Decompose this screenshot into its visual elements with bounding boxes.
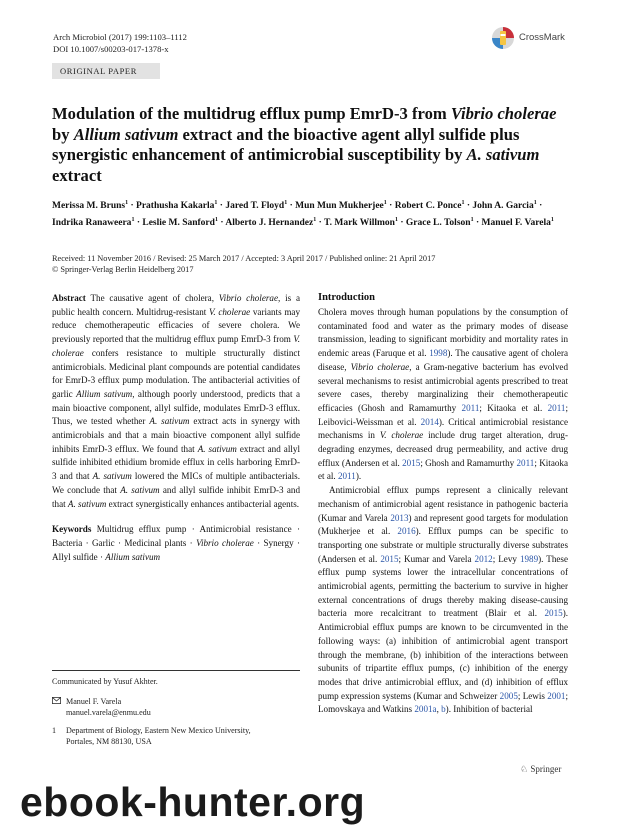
- title-italic: Allium sativum: [73, 124, 179, 144]
- keywords-italic: Vibrio cholerae: [196, 537, 254, 548]
- author-name[interactable]: Mun Mun Mukherjee: [295, 201, 384, 212]
- intro-text: Cholera moves through human populations by the consumption of contaminated food and water as the primary modes of disease transmission, leading to significant morbidity and mortality rates in endemic areas (Faruque et al.: [318, 307, 568, 359]
- crossmark-badge[interactable]: [491, 25, 601, 53]
- author-name[interactable]: Grace L. Tolson: [405, 218, 471, 229]
- author-name[interactable]: Indrika Ranaweera: [52, 218, 132, 229]
- citation-link[interactable]: 2001a: [414, 704, 437, 715]
- author-affiliation-mark: 1: [214, 200, 218, 206]
- abstract-text: The causative agent of cholera,: [85, 293, 219, 303]
- abstract-italic: Vibrio cholerae,: [218, 293, 281, 303]
- publisher-logo: [520, 764, 561, 775]
- keywords-text: · Synergy · Allyl sulfide ·: [52, 537, 300, 562]
- intro-text: ,: [436, 704, 442, 715]
- springer-horse-icon: ♘: [520, 764, 529, 774]
- author-name[interactable]: Manuel F. Varela: [481, 218, 551, 229]
- author-list: [52, 196, 572, 230]
- citation-link[interactable]: 2001: [547, 690, 566, 701]
- title-text: extract and the bioactive agent allyl sulfide plus synergistic enhancement of antimicrobial susceptibility by: [52, 124, 520, 164]
- abstract-label: Abstract: [52, 293, 86, 303]
- article-title: [52, 104, 572, 186]
- author-separator: ·: [287, 201, 296, 212]
- keywords-label: Keywords: [52, 524, 92, 535]
- intro-text: ; Lomovskaya and Watkins: [318, 690, 568, 715]
- copyright-line: © Springer-Verlag Berlin Heidelberg 2017: [52, 265, 194, 275]
- envelope-icon: [52, 696, 66, 707]
- author-affiliation-mark: 1: [461, 200, 465, 206]
- author-affiliation-mark: 1: [533, 200, 537, 206]
- intro-text: ; Levy: [492, 553, 520, 564]
- intro-text: ). Efflux pumps can be specific to transporting one substrate or multiple structurally diverse substrates (Andersen et al.: [318, 526, 568, 564]
- intro-text: ; Kitaoka et al.: [318, 457, 568, 482]
- citation-link[interactable]: 2015: [402, 457, 421, 468]
- journal-line: Arch Microbiol (2017) 199:1103–1112: [53, 32, 187, 42]
- communicated-by: Communicated by Yusuf Akhter.: [52, 677, 158, 686]
- corresponding-author: [52, 696, 300, 718]
- abstract-text: extract synergistically enhances antibacterial agents.: [106, 498, 300, 509]
- keywords-italic: Allium sativum: [105, 551, 161, 562]
- author-name[interactable]: Leslie M. Sanford: [142, 218, 215, 229]
- intro-text: ). Antimicrobial efflux pumps are known to be circumvented in the following ways: (a) inhibition of antimicrobial agent transport through the membrane, (b) inhibition of the interactions between subunits of tripartite efflux pumps, (c) inhibition of the energy modes that drive antimicrobial efflux, and (d) inhibition of efflux pump expression systems (Kumar and Schweizer: [318, 608, 568, 701]
- intro-text: Antimicrobial efflux pumps represent a clinically relevant mechanism of antimicrobial agent resistance in pathogenic bacteria (Kumar and Varela: [318, 485, 568, 523]
- abstract-italic: A. sativum: [92, 471, 132, 482]
- crossmark-icon: [491, 25, 515, 51]
- abstract-column: [52, 292, 300, 564]
- author-name[interactable]: Prathusha Kakarla: [136, 201, 215, 212]
- abstract-italic: Allium sativum: [76, 388, 133, 399]
- author-name[interactable]: T. Mark Willmon: [323, 218, 395, 229]
- crossmark-label: CrossMark: [519, 32, 565, 43]
- author-separator: ·: [536, 201, 543, 212]
- author-affiliation-mark: 1: [313, 217, 317, 224]
- abstract-text: , although poorly understood, predicts that a main bioactive component, allyl sulfide, modulates EmrD-3 efflux. Thus, we tested whether: [52, 388, 300, 427]
- keywords: [52, 523, 300, 564]
- affiliation-line: Department of Biology, Eastern New Mexico University,: [66, 726, 251, 735]
- author-affiliation-mark: 1: [394, 217, 398, 224]
- affiliation-number: 1: [52, 726, 57, 735]
- intro-text: ; Leibovici-Weissman et al.: [318, 402, 568, 427]
- abstract-text: confers resistance to multiple structurally distinct antimicrobials. Medicinal plant compounds are potential candidates for EmrD-3 efflux pump modulation. The antibacterial activities of garlic: [52, 347, 300, 399]
- title-italic: Vibrio cholerae: [450, 104, 557, 123]
- abstract: [52, 292, 300, 511]
- abstract-text: and allyl sulfide inhibit EmrD-3 and that: [52, 484, 301, 509]
- abstract-text: is a public health concern. Multidrug-resistant: [52, 293, 300, 317]
- author-affiliation-mark: 1: [284, 200, 288, 206]
- author-separator: ·: [397, 218, 406, 229]
- intro-paragraph-2: [318, 484, 568, 717]
- citation-link[interactable]: 2011: [337, 471, 356, 482]
- author-separator: ·: [473, 218, 482, 229]
- intro-text: ). Inhibition of bacterial: [445, 704, 533, 715]
- citation-link[interactable]: 2011: [547, 402, 566, 413]
- intro-text: ) and represent good targets for modulation (Mukherjee et al.: [318, 512, 568, 537]
- abstract-italic: V. cholerae: [52, 334, 300, 358]
- intro-text: ). The causative agent of cholera disease,: [318, 348, 569, 372]
- intro-italic: Vibrio cholerae: [350, 361, 410, 372]
- citation-link[interactable]: b: [441, 704, 446, 715]
- doi[interactable]: DOI 10.1007/s00203-017-1378-x: [53, 43, 169, 54]
- intro-paragraph-1: [318, 306, 568, 484]
- abstract-italic: A. sativum: [67, 498, 107, 509]
- citation-link[interactable]: 2012: [474, 553, 493, 564]
- history-line: Received: 11 November 2016 / Revised: 25 March 2017 / Accepted: 3 April 2017 / Published online: 21 April 2017: [52, 254, 436, 263]
- intro-text: ; Ghosh and Ramamurthy: [420, 457, 517, 468]
- title-text: Modulation of the multidrug efflux pump EmrD-3 from: [52, 104, 451, 123]
- author-affiliation-mark: 1: [383, 200, 387, 206]
- publisher-name: Springer: [530, 764, 562, 774]
- intro-text: ; Lewis: [517, 690, 548, 701]
- section-tag: ORIGINAL PAPER: [52, 63, 160, 79]
- author-name[interactable]: John A. Garcia: [472, 201, 534, 212]
- title-italic: A. sativum: [466, 145, 540, 164]
- intro-text: ). These efflux pump systems lower the intracellular concentrations of antimicrobial agents, permitting the bacterium to survive in higher external concentrations of drugs thereby making disease-causing bacteria more recalcitrant to treatment (Blair et al.: [318, 553, 568, 619]
- journal-citation: [53, 32, 187, 55]
- keywords-text: Multidrug efflux pump · Antimicrobial resistance · Bacteria · Garlic · Medicinal plants ·: [52, 524, 300, 548]
- intro-text: include drug target alteration, drug-degrading enzymes, decreased drug permeability, and active drug efflux (Andersen et al.: [318, 430, 568, 468]
- affiliation-line: Portales, NM 88130, USA: [66, 737, 152, 746]
- author-separator: ·: [128, 201, 137, 212]
- author-affiliation-mark: 1: [470, 217, 474, 224]
- corresponding-name: Manuel F. Varela: [66, 697, 122, 706]
- citation-link[interactable]: 2015: [380, 553, 399, 564]
- intro-text: ).: [355, 471, 362, 482]
- citation-link[interactable]: 1998: [429, 348, 448, 359]
- intro-text: , a Gram-negative bacterium has evolved several mechanisms to resist antimicrobial agents prescribed to treat severe cases, thereby marginalizing their chemotherapeutic efficacies (Ghosh and Ramamurthy: [318, 361, 569, 413]
- author-separator: ·: [217, 201, 226, 212]
- intro-text: ; Kumar and Varela: [398, 553, 475, 564]
- citation-link[interactable]: 2011: [516, 457, 535, 468]
- introduction-heading: Introduction: [318, 292, 375, 303]
- citation-link[interactable]: 2014: [420, 416, 439, 427]
- abstract-text: extract and allyl sulfide inhibited ethidium bromide efflux in cells harboring EmrD-3 and that: [52, 443, 300, 482]
- abstract-italic: V. cholerae: [209, 306, 251, 317]
- author-separator: ·: [316, 218, 324, 229]
- affiliation: [52, 725, 300, 747]
- abstract-italic: A. sativum: [197, 443, 237, 454]
- citation-link[interactable]: 2013: [390, 512, 409, 523]
- author-separator: ·: [134, 218, 143, 229]
- author-affiliation-mark: 1: [550, 217, 554, 224]
- author-separator: ·: [217, 218, 226, 229]
- introduction-column: [318, 290, 568, 717]
- citation-link[interactable]: 2005: [499, 690, 518, 701]
- intro-italic: V. cholerae: [379, 430, 424, 441]
- author-name[interactable]: Jared T. Floyd: [225, 201, 285, 212]
- abstract-italic: A. sativum: [120, 484, 160, 495]
- corresponding-email[interactable]: manuel.varela@enmu.edu: [66, 708, 151, 717]
- abstract-italic: A. sativum: [149, 416, 190, 427]
- publication-dates: [52, 253, 572, 275]
- author-affiliation-mark: 1: [131, 217, 135, 224]
- citation-link[interactable]: 2015: [544, 608, 563, 619]
- abstract-text: lowered the MICs of multiple antibacterials. We conclude that: [52, 471, 300, 495]
- author-name[interactable]: Alberto J. Hernandez: [225, 218, 314, 229]
- citation-link[interactable]: 2011: [461, 402, 480, 413]
- author-name[interactable]: Robert C. Ponce: [394, 201, 462, 212]
- author-name[interactable]: Merissa M. Bruns: [52, 201, 126, 212]
- citation-link[interactable]: 2016: [397, 526, 416, 537]
- intro-text: ; Kitaoka et al.: [479, 402, 548, 413]
- title-text: by: [52, 124, 74, 144]
- author-separator: ·: [386, 201, 395, 212]
- author-affiliation-mark: 1: [125, 200, 129, 206]
- citation-link[interactable]: 1989: [519, 553, 539, 564]
- title-text: extract: [52, 165, 102, 185]
- abstract-text: variants may reduce chemotherapeutic efficacies of severe cholera. We previously reported that the multidrug efflux pump EmrD-3 from: [52, 306, 301, 345]
- author-affiliation-mark: 1: [214, 217, 218, 224]
- watermark: ebook-hunter.org: [20, 779, 366, 825]
- footnote-divider: [52, 670, 300, 671]
- intro-text: ). Critical antimicrobial resistance mechanisms in: [318, 416, 569, 441]
- abstract-text: extract acts in synergy with antimicrobials and that a main bioactive component allyl sulfide inhibits EmrD-3 efflux. We found that: [52, 416, 300, 454]
- author-separator: ·: [464, 201, 473, 212]
